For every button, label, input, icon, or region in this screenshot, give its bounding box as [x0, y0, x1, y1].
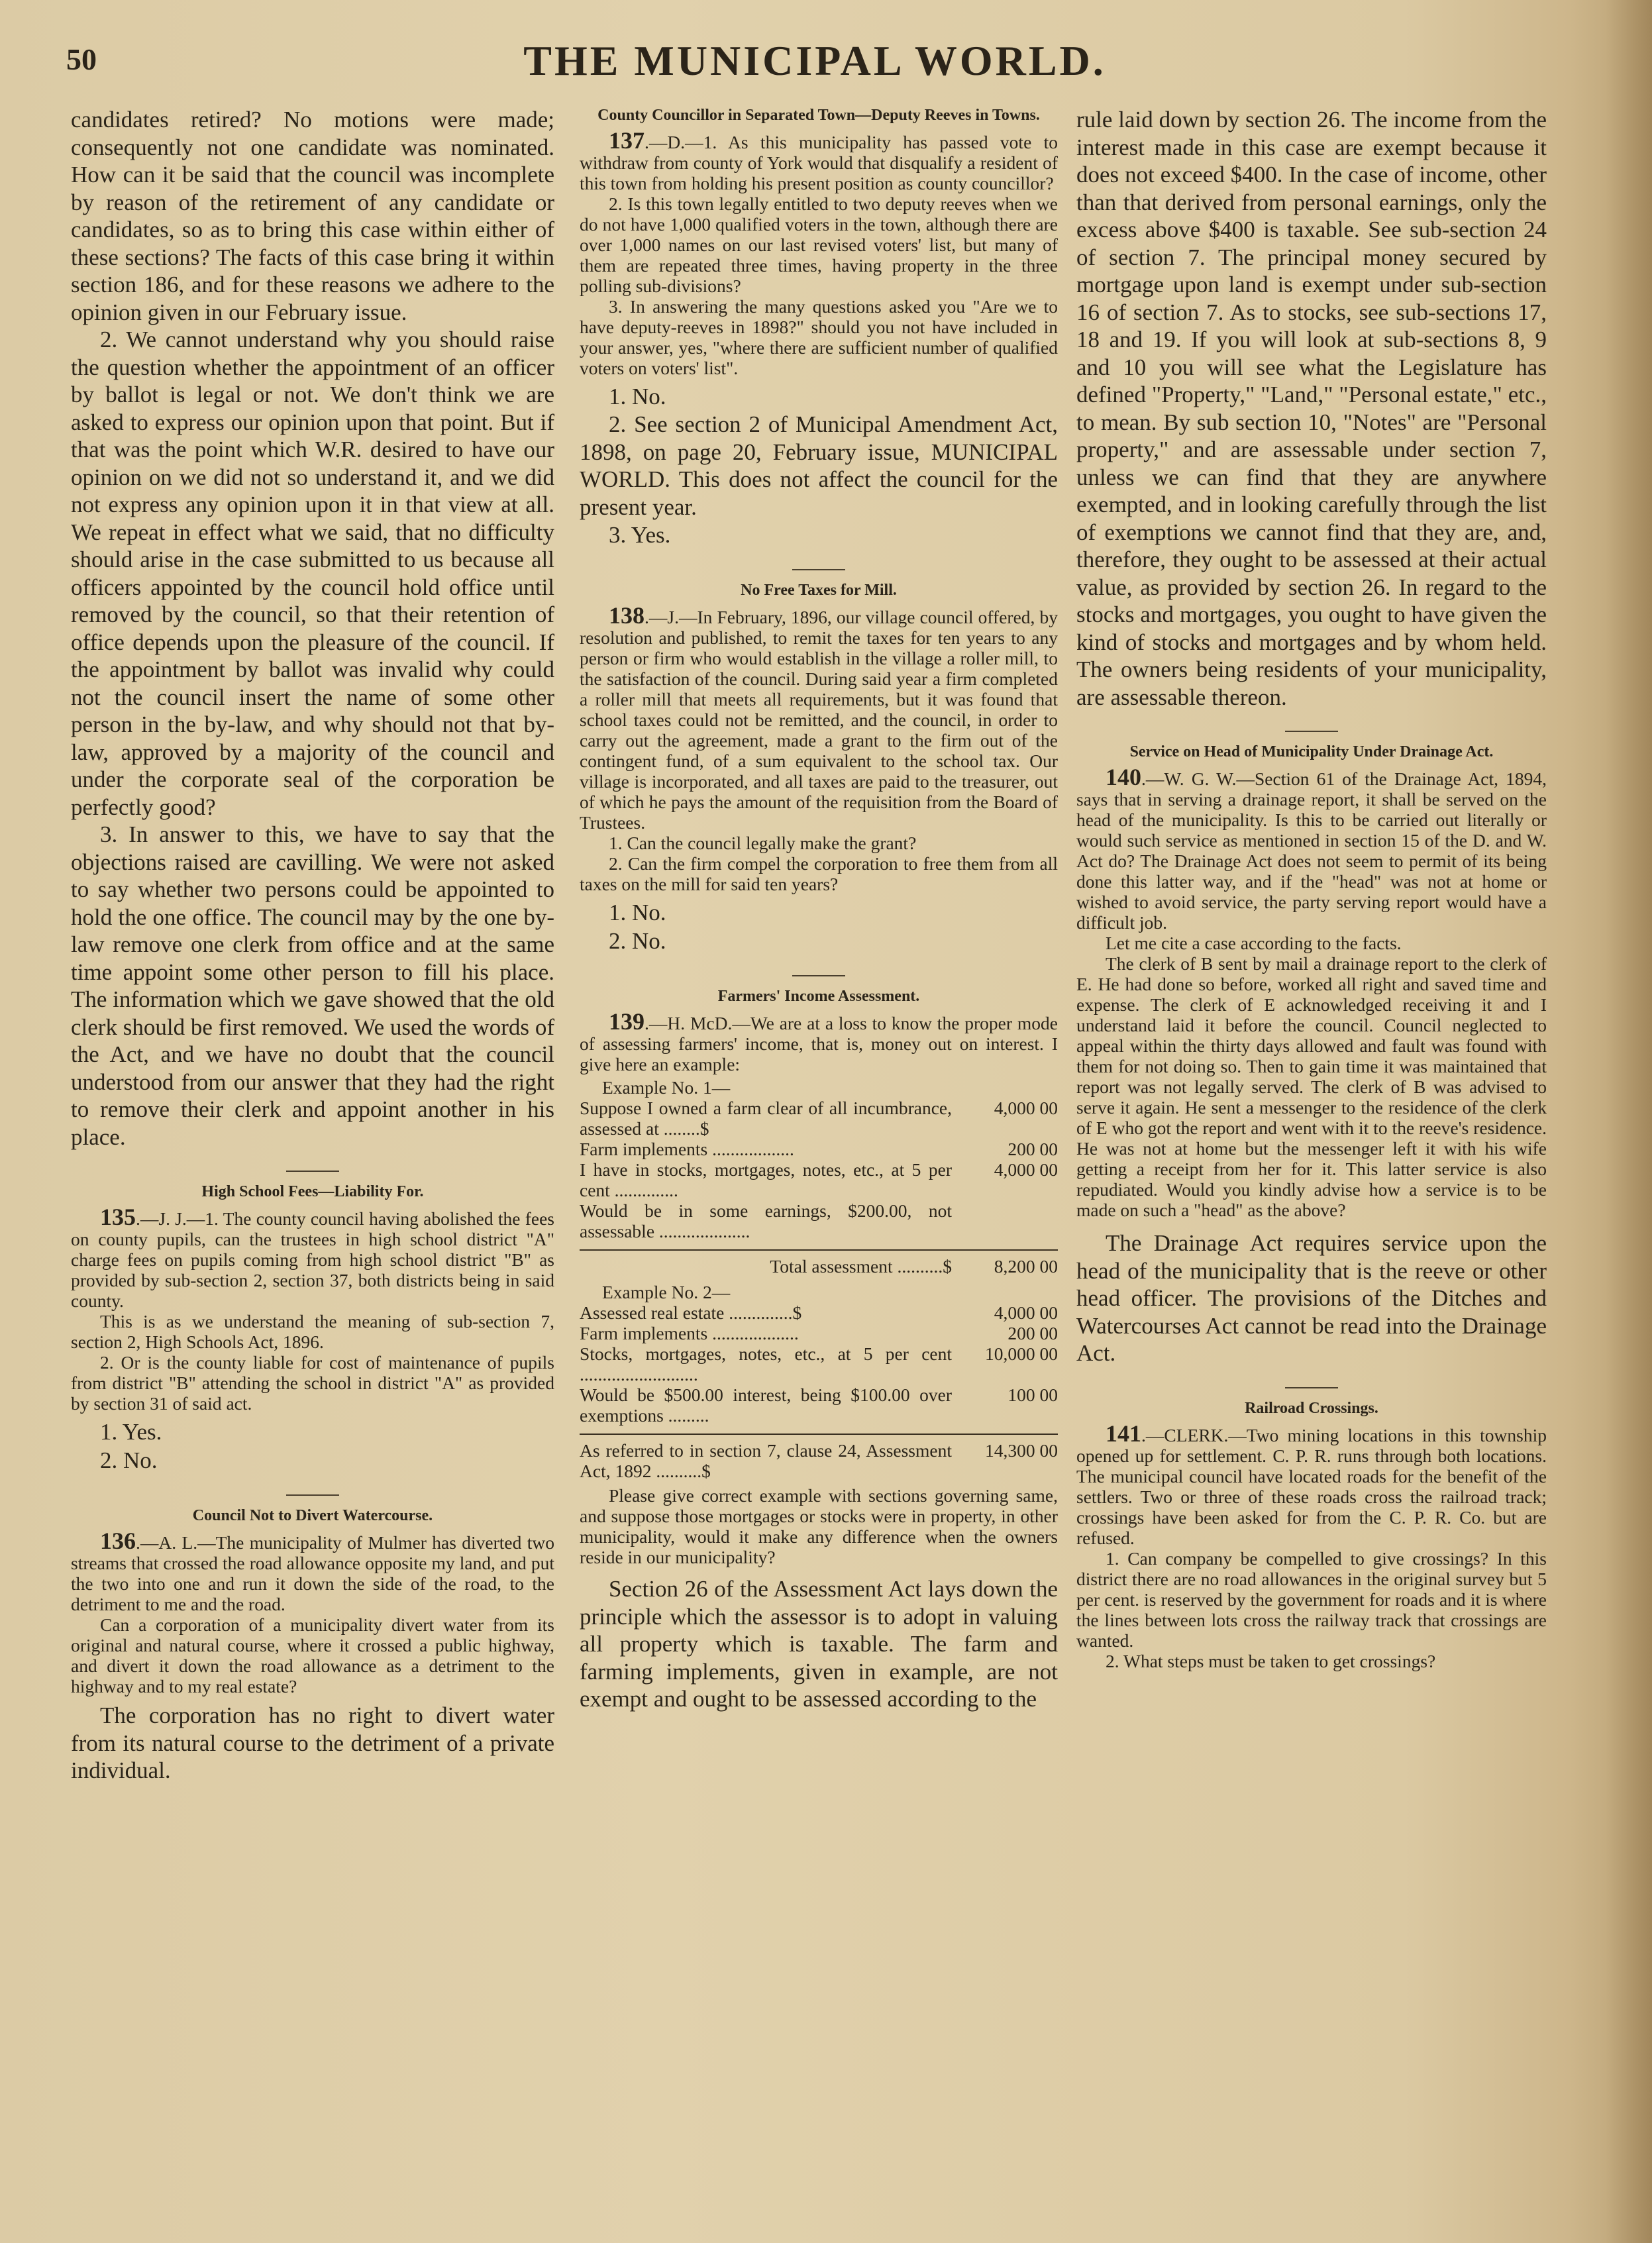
section-divider	[792, 569, 845, 570]
total-rule	[580, 1434, 1058, 1435]
example-row: As referred to in section 7, clause 24, Assessment Act, 1892 ..........$ 14,300 00	[580, 1440, 1058, 1481]
example-title: Example No. 1—	[602, 1077, 731, 1098]
paragraph: rule laid down by section 26. The income from the interest made in this case are exempt because it does not exceed $400. In the case of income, other than that derived from personal earnings, only the excess above $400 is taxable. See sub-section 24 of section 7. The principal money secured by mortgage upon land is exempt under sub-section 16 of section 7. As to stocks, see sub-sections 17, 18 and 19. If you will look at sub-sections 8, 9 and 10 you will see what the Legislature has defined "Property," "Land," "Personal estate," etc., to mean. By sub section 10, "Notes" are "Personal property," and are assessable under section 7, unless we can find that they are anywhere exempted, and in looking carefully through the list of exemptions we cannot find that they are, and, therefore, they ought to be assessed at their actual value, as provided by section 26. In regard to the stocks and mortgages, you ought to have given the kind of stocks and mortgages and by whom held. The owners being residents of your municipality, are assessable thereon.	[1076, 107, 1547, 710]
example-title: Example No. 2—	[602, 1282, 731, 1302]
question-139	[580, 1008, 1058, 1074]
section-heading: County Councillor in Separated Town—Deputy Reeves in Towns.	[597, 107, 1040, 124]
answer: 1. Yes.	[100, 1419, 162, 1445]
section-divider	[286, 1171, 339, 1172]
question-141	[1076, 1420, 1547, 1548]
section-heading: Council Not to Divert Watercourse.	[192, 1507, 433, 1524]
section-heading: Service on Head of Municipality Under Drainage Act.	[1129, 743, 1494, 760]
column-1	[71, 106, 554, 1785]
question-140	[1076, 764, 1547, 933]
page-edge-shadow	[1606, 0, 1652, 2243]
question-text: Please give correct example with sections governing same, and suppose those mortgages or stocks were in property, in other municipality, would it make any difference when the owners reside in our municipality?	[580, 1485, 1058, 1567]
question-text: .—J. J.—1. The county council having abolished the fees on county pupils, can the trustees in high school district "A" charge fees on pupils coming from high school district "B" as provided by sub-section 2, section 37, both districts being in said county.	[71, 1208, 554, 1311]
column-2	[580, 106, 1058, 1713]
paragraph: candidates retired? No motions were made; consequently not one candidate was nominated. How can it be said that the council was incomplete by reason of the retirement of any candidate or candidates, so as to bring this case within either of these sections? The facts of this case bring it within section 186, and for these reasons we adhere to the opinion given in our February issue.	[71, 107, 554, 325]
question-text: 2. What steps must be taken to get crossings?	[1106, 1650, 1436, 1671]
example-row: Would be in some earnings, $200.00, not assessable ....................	[580, 1200, 952, 1241]
example-row: I have in stocks, mortgages, notes, etc., at 5 per cent .............. 4,000 00	[580, 1159, 1058, 1200]
page-number: 50	[66, 42, 97, 76]
section-divider	[1285, 731, 1338, 732]
question-text: This is as we understand the meaning of sub-section 7, section 2, High Schools Act, 1896.	[71, 1311, 554, 1352]
example-row: Would be $500.00 interest, being $100.00 over exemptions ......... 100 00	[580, 1384, 1058, 1426]
answer: 2. No.	[100, 1447, 158, 1473]
question-text: .—W. G. W.—Section 61 of the Drainage Act, 1894, says that in serving a drainage report, it shall be served on the head of the municipality. Is this to be carried out literally or would such service as mentioned in section 15 of the D. and W. Act do? The Drainage Act does not seem to permit of its being done this latter way, and if the "head" was not at home or wished to avoid service, the party serving report would have a difficult job.	[1076, 768, 1547, 933]
question-135	[71, 1204, 554, 1311]
question-number: 140	[1106, 764, 1141, 790]
answer: Section 26 of the Assessment Act lays down the principle which the assessor is to adopt in valuing all property which is taxable. The farm and farming implements, given in example, are not exempt and ought to be assessed according to the	[580, 1576, 1058, 1712]
question-text: Let me cite a case according to the facts.	[1106, 933, 1402, 953]
total-rule	[580, 1249, 1058, 1251]
example-row: Farm implements .................. 200 00	[580, 1139, 1058, 1159]
example-row: Stocks, mortgages, notes, etc., at 5 per cent .......................... 10,000 00	[580, 1343, 1058, 1384]
question-138	[580, 602, 1058, 833]
section-divider	[1285, 1387, 1338, 1388]
answer: The Drainage Act requires service upon the head of the municipality that is the reeve or other head officer. The provisions of the Ditches and Watercourses Act cannot be read into the Drainage Act.	[1076, 1230, 1547, 1366]
question-text: Can a corporation of a municipality divert water from its original and natural course, where it crossed a public highway, and divert it down the road allowance as a detriment to the highway and to my real estate?	[71, 1614, 554, 1696]
section-divider	[792, 975, 845, 976]
paragraph: 2. We cannot understand why you should raise the question whether the appointment of an officer by ballot is legal or not. We don't think we are asked to express our opinion upon that point. But if that was the point which W.R. desired to have our opinion on we did not so understand it, and we did not express any opinion upon it in that view at all. We repeat in effect what we said, that no difficulty should arise in the case submitted to us because all officers appointed by the council hold office until removed by the council, so that their retention of office depends upon the pleasure of the council. If the appointment by ballot was invalid why could not the council insert the name of some other person in the by-law, and why should not that by-law, approved by a majority of the council and under the corporate seal of the corporation be perfectly good?	[71, 327, 554, 820]
question-text: 2. Can the firm compel the corporation to free them from all taxes on the mill for said ten years?	[580, 853, 1058, 894]
question-text: The clerk of B sent by mail a drainage report to the clerk of E. He had done so before, worked all right and saved time and expense. The clerk of E acknowledged receiving it and I understand laid it before the council. Council neglected to appeal within the thirty days allowed and fault was found with them for not doing so. Then to gain time it was maintained that report was not legally served. The clerk of B was advised to serve it again. He sent a messenger to the residence of the clerk of E who got the report and went with it to the reeve's residence. He was not at home but the messenger left it with his wife getting a receipt from her for it. This latter service is also repudiated. Would you kindly advise how a service is to be made on such a "head" as the above?	[1076, 953, 1547, 1220]
section-heading: High School Fees—Liability For.	[201, 1183, 424, 1200]
question-136	[71, 1528, 554, 1614]
example-total-row: Total assessment ..........$ 8,200 00	[770, 1256, 1058, 1277]
question-number: 135	[100, 1204, 136, 1230]
page-header	[66, 36, 1563, 96]
example-row: Assessed real estate ..............$ 4,000 00	[580, 1302, 1058, 1323]
assessment-example-table	[580, 1077, 1058, 1481]
section-divider	[286, 1494, 339, 1496]
question-number: 136	[100, 1528, 136, 1554]
section-heading: No Free Taxes for Mill.	[741, 582, 897, 599]
answer: 1. No.	[609, 900, 666, 925]
question-137	[580, 127, 1058, 193]
question-text: 2. Or is the county liable for cost of maintenance of pupils from district "B" attending the school in district "A" as provided by section 31 of said act.	[71, 1352, 554, 1414]
question-number: 139	[609, 1008, 645, 1035]
question-text: .—H. McD.—We are at a loss to know the proper mode of assessing farmers' income, that is, money out on interest. I give here an example:	[580, 1013, 1058, 1074]
question-text: 1. Can the council legally make the grant?	[609, 833, 917, 853]
example-row: Suppose I owned a farm clear of all incumbrance, assessed at ........$ 4,000 00	[580, 1098, 1058, 1139]
question-text: 2. Is this town legally entitled to two deputy reeves when we do not have 1,000 qualified voters in the town, although there are over 1,000 names on our last revised voters' list, but many of them are repeated three times, having property in the three polling sub-divisions?	[580, 193, 1058, 296]
running-head: THE MUNICIPAL WORLD.	[523, 37, 1106, 84]
section-heading: Farmers' Income Assessment.	[717, 988, 920, 1005]
question-text: .—J.—In February, 1896, our village council offered, by resolution and published, to remit the taxes for ten years to any person or firm who would establish in the village a roller mill, to the satisfaction of the council. During said year a firm completed a roller mill that meets all requirements, but it was found that school taxes could not be remitted, and the council, in order to carry out the agreement, made a grant to the firm out of the contingent fund, of a sum equivalent to the school tax. Our village is incorporated, and all taxes are paid to the treasurer, out of which he pays the amount of the requisition from the Board of Trustees.	[580, 607, 1058, 833]
question-number: 138	[609, 602, 645, 629]
question-text: .—CLERK.—Two mining locations in this township opened up for settlement. C. P. R. runs through both locations. The municipal council have located roads for the benefit of the settlers. Two or three of these roads cross the railroad track; crossings have been asked for from the C. P. R. Co. but are refused.	[1076, 1424, 1547, 1548]
question-text: 3. In answering the many questions asked you "Are we to have deputy-reeves in 1898?" should you not have included in your answer, yes, "where there are sufficient number of qualified voters on voters' list".	[580, 296, 1058, 378]
section-heading: Railroad Crossings.	[1245, 1399, 1378, 1417]
question-number: 141	[1106, 1420, 1141, 1447]
answer: 2. No.	[609, 928, 666, 954]
question-text: 1. Can company be compelled to give crossings? In this district there are no road allowances in the original survey but 5 per cent. is reserved by the government for roads and it is where the lines between lots cross the railway track that crossings are wanted.	[1076, 1547, 1547, 1651]
column-3	[1076, 106, 1547, 1671]
answer: The corporation has no right to divert water from its natural course to the detriment of a private individual.	[71, 1702, 554, 1783]
paragraph: 3. In answer to this, we have to say that the objections raised are cavilling. We were not asked to say whether two persons could be appointed to hold the one office. The council may by the one by-law remove one clerk from office and at the same time appoint some other person to fill his place. The information which we gave showed that the old clerk should be first removed. We used the words of the Act, and we have no doubt that the council understood from our answer that they had the right to remove their clerk and appoint another in his place.	[71, 821, 554, 1150]
question-number: 137	[609, 127, 645, 154]
answer: 2. See section 2 of Municipal Amendment Act, 1898, on page 20, February issue, MUNICIPAL WORLD. This does not affect the council for the present year.	[580, 411, 1058, 520]
example-row: Farm implements ................... 200 00	[580, 1323, 1058, 1343]
question-text: .—D.—1. As this municipality has passed vote to withdraw from county of York would that disqualify a resident of this town from holding his present position as county councillor?	[580, 132, 1058, 193]
question-text: .—A. L.—The municipality of Mulmer has diverted two streams that crossed the road allowance opposite my land, and put the two into one and run it down the side of the road, to the detriment to me and the road.	[71, 1532, 554, 1614]
answer: 1. No.	[609, 384, 666, 409]
answer: 3. Yes.	[609, 522, 671, 548]
